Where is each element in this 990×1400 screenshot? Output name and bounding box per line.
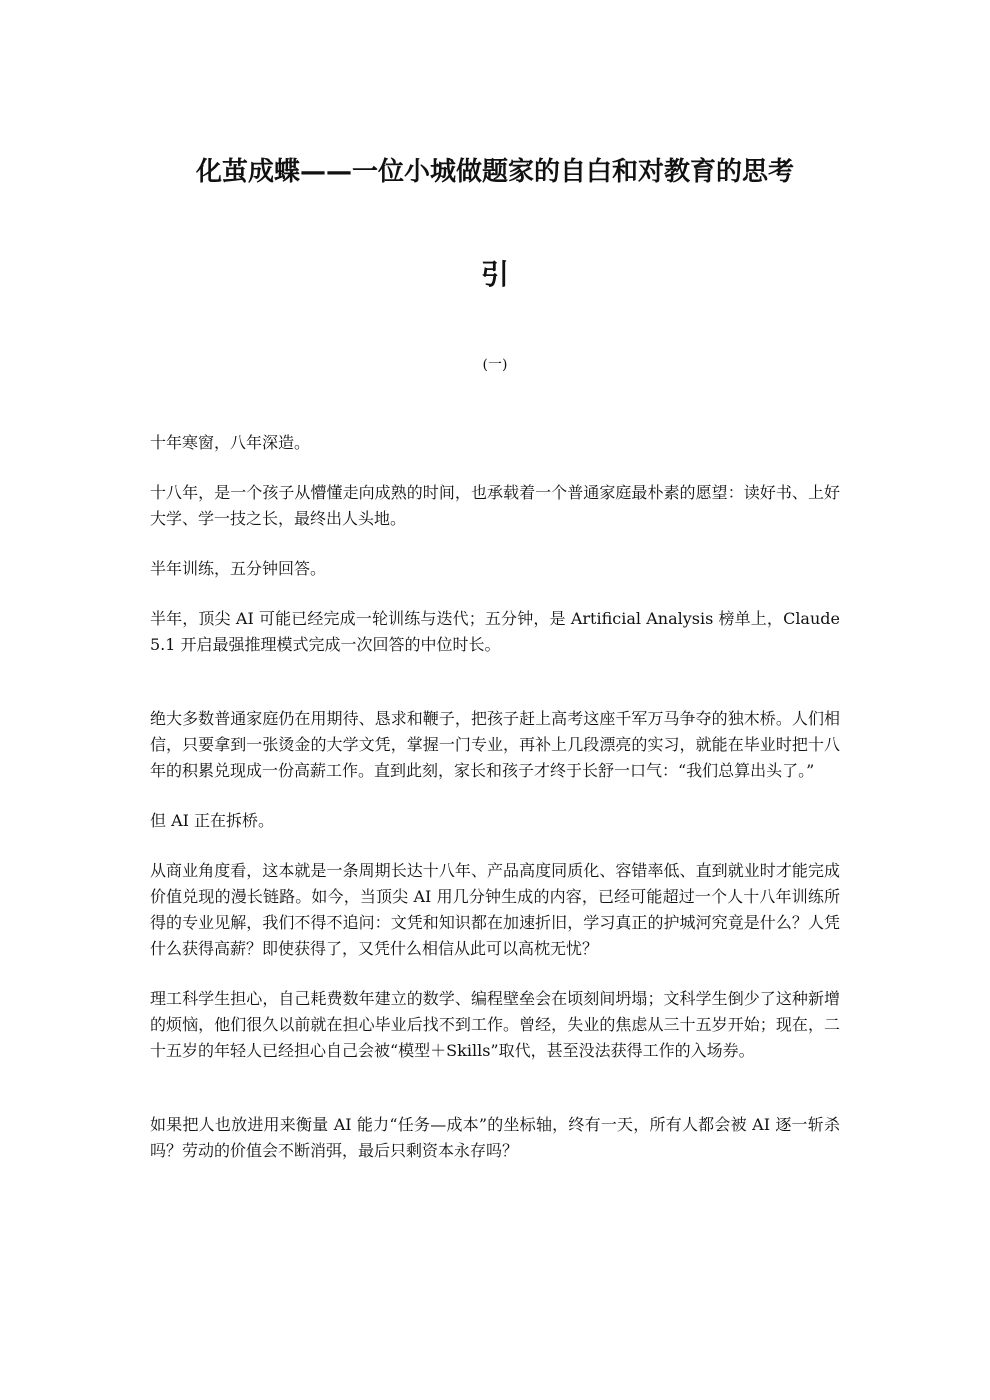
paragraph: 理工科学生担心，自己耗费数年建立的数学、编程壁垒会在顷刻间坍塌；文科学生倒少了这种新增的烦恼，他们很久以前就在担心毕业后找不到工作。曾经，失业的焦虑从三十五岁开始；现在，二十五岁的年轻人已经担心自己会被“模型＋Skills”取代，甚至没法获得工作的入场券。 bbox=[150, 989, 840, 1060]
paragraph: 如果把人也放进用来衡量 AI 能力“任务—成本”的坐标轴，终有一天，所有人都会被 AI 逐一斩杀吗？劳动的价值会不断消弭，最后只剩资本永存吗？ bbox=[150, 1115, 840, 1160]
paragraph: 绝大多数普通家庭仍在用期待、恳求和鞭子，把孩子赶上高考这座千军万马争夺的独木桥。人们相信，只要拿到一张烫金的大学文凭，掌握一门专业，再补上几段漂亮的实习，就能在毕业时把十八年的积累兑现成一份高薪工作。直到此刻，家长和孩子才终于长舒一口气：“我们总算出头了。” bbox=[150, 709, 840, 780]
section-number: (一) bbox=[482, 357, 508, 373]
paragraph: 半年，顶尖 AI 可能已经完成一轮训练与迭代；五分钟，是 Artificial Analysis 榜单上，Claude 5.1 开启最强推理模式完成一次回答的中位时长。 bbox=[150, 609, 840, 654]
section-heading: 引 bbox=[480, 258, 509, 291]
paragraph: 但 AI 正在拆桥。 bbox=[150, 811, 275, 830]
paragraph: 半年训练，五分钟回答。 bbox=[150, 559, 327, 578]
paragraph: 十八年，是一个孩子从懵懂走向成熟的时间，也承载着一个普通家庭最朴素的愿望：读好书、上好大学、学一技之长，最终出人头地。 bbox=[150, 483, 840, 528]
document-body bbox=[150, 430, 840, 1164]
paragraph: 十年寒窗，八年深造。 bbox=[150, 433, 311, 452]
document-title: 化茧成蝶——一位小城做题家的自白和对教育的思考 bbox=[195, 157, 794, 187]
paragraph: 从商业角度看，这本就是一条周期长达十八年、产品高度同质化、容错率低、直到就业时才能完成价值兑现的漫长链路。如今，当顶尖 AI 用几分钟生成的内容，已经可能超过一个人十八年训练所得的专业见解，我们不得不追问：文凭和知识都在加速折旧，学习真正的护城河究竟是什么？人凭什么获得高薪？即使获得了，又凭什么相信从此可以高枕无忧？ bbox=[150, 861, 840, 958]
